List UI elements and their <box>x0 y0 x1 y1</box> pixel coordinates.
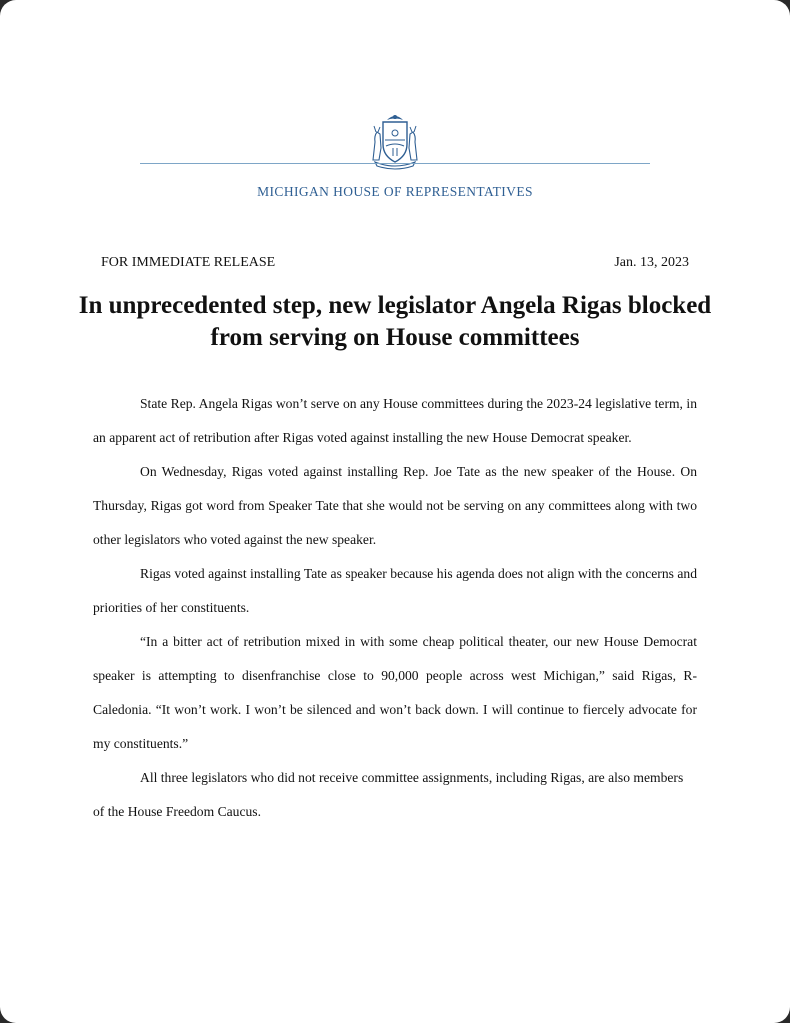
paragraph: On Wednesday, Rigas voted against installing Rep. Joe Tate as the new speaker of the House. On Thursday, Rigas got word from Speaker Tate that she would not be serving on any committees along with two other legislators who voted against the new speaker. <box>93 464 697 547</box>
paragraph: “In a bitter act of retribution mixed in with some cheap political theater, our new House Democrat speaker is attempting to disenfranchise close to 90,000 people across west Michigan,” said Rigas, R-Caledonia. “It won’t work. I won’t be silenced and won’t back down. I will continue to fiercely advocate for my constituents.” <box>93 634 697 751</box>
michigan-state-seal-icon <box>369 112 421 170</box>
paragraph: All three legislators who did not receive committee assignments, including Rigas, are also members of the House Freedom Caucus. <box>93 770 684 819</box>
release-body <box>93 387 697 829</box>
release-date: Jan. 13, 2023 <box>614 255 689 270</box>
organization-name: MICHIGAN HOUSE OF REPRESENTATIVES <box>257 184 533 199</box>
headline: In unprecedented step, new legislator Angela Rigas blocked from serving on House committees <box>78 292 712 351</box>
paragraph: State Rep. Angela Rigas won’t serve on any House committees during the 2023-24 legislative term, in an apparent act of retribution after Rigas voted against installing the new House Democrat speaker. <box>93 396 697 445</box>
header-rule <box>140 163 650 164</box>
release-label: FOR IMMEDIATE RELEASE <box>101 255 276 270</box>
paragraph: Rigas voted against installing Tate as speaker because his agenda does not align with the concerns and priorities of her constituents. <box>93 566 697 615</box>
